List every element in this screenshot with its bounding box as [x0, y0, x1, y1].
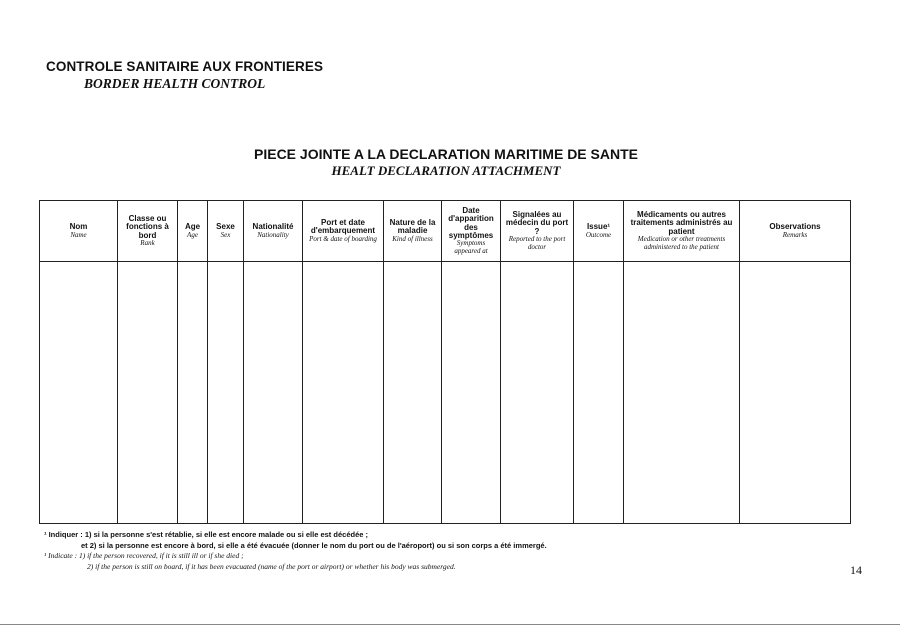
col-header-reported: [501, 201, 574, 262]
table-cell[interactable]: [624, 262, 740, 524]
table-cell[interactable]: [740, 262, 851, 524]
footnote-fr-line1: ¹ Indiquer : 1) si la personne s'est rétablie, si elle est encore malade ou si elle est décédée ;: [44, 530, 368, 539]
table-header-row: [40, 201, 851, 262]
col-label-fr: Date d'apparition des symptômes: [448, 205, 494, 241]
col-label-fr: Age: [184, 222, 201, 232]
table-row: [40, 262, 851, 524]
col-label-fr: Observations: [769, 222, 821, 232]
header-title-fr: CONTROLE SANITAIRE AUX FRONTIERES: [46, 59, 324, 74]
col-header-port-boarding: [303, 201, 384, 262]
col-label-fr: Médicaments ou autres traitements administrés au patient: [630, 210, 733, 236]
col-header-outcome: [574, 201, 624, 262]
col-header-age: [178, 201, 208, 262]
col-label-fr: Issue¹: [586, 222, 611, 232]
col-label-fr: Sexe: [216, 222, 235, 232]
table-cell[interactable]: [178, 262, 208, 524]
col-label-en: Outcome: [585, 230, 612, 239]
col-label-en: Nationality: [257, 230, 289, 239]
col-header-symptoms-date: [442, 201, 501, 262]
table-cell[interactable]: [442, 262, 501, 524]
table-cell[interactable]: [40, 262, 118, 524]
col-label-en: Kind of illness: [392, 234, 433, 243]
col-header-nationality: [244, 201, 303, 262]
col-label-en: Sex: [220, 230, 231, 239]
attachment-table: [39, 200, 851, 524]
col-header-sex: [208, 201, 244, 262]
col-label-fr: Port et date d'embarquement: [310, 217, 376, 236]
table-cell[interactable]: [574, 262, 624, 524]
col-label-fr: Nom: [69, 222, 88, 232]
col-label-fr: Nature de la maladie: [389, 217, 436, 236]
footnote-fr-line2: et 2) si la personne est encore à bord, si elle a été évacuée (donner le nom du port ou de l'aéroport) ou si son corps a été immergé.: [81, 540, 547, 550]
footnote-en-line1: ¹ Indicate : 1) if the person recovered, if it is still ill or if she died ;: [44, 551, 244, 560]
footnote-en-line2: 2) if the person is still on board, if it has been evacuated (name of the port or airport) or whether his body was submerged.: [87, 561, 456, 571]
document-title-en-text: HEALT DECLARATION ATTACHMENT: [331, 163, 561, 178]
col-label-fr: Signalées au médecin du port ?: [505, 210, 569, 236]
table-cell[interactable]: [118, 262, 178, 524]
table-cell[interactable]: [384, 262, 442, 524]
col-label-en: Medication or other treatments administered to the patient: [637, 235, 726, 251]
col-header-illness: [384, 201, 442, 262]
col-label-en: Rank: [140, 238, 155, 247]
col-header-rank: [118, 201, 178, 262]
table-cell[interactable]: [244, 262, 303, 524]
footnotes: [44, 530, 547, 572]
table-cell[interactable]: [501, 262, 574, 524]
bottom-divider: [0, 624, 900, 625]
header-title-en: BORDER HEALTH CONTROL: [84, 76, 266, 91]
document-title-en: [0, 163, 900, 179]
col-label-fr: Nationalité: [252, 222, 294, 232]
col-label-en: Reported to the port doctor: [508, 235, 566, 251]
col-label-en: Age: [187, 230, 198, 239]
table-cell[interactable]: [208, 262, 244, 524]
col-label-en: Symptoms appeared at: [454, 239, 488, 255]
table-cell[interactable]: [303, 262, 384, 524]
col-label-en: Name: [70, 230, 87, 239]
col-label-fr: Classe ou fonctions à bord: [126, 213, 169, 240]
col-label-en: Port & date of boarding: [309, 234, 377, 243]
col-header-medication: [624, 201, 740, 262]
page-number: 14: [850, 563, 862, 577]
document-title-fr: [0, 146, 900, 162]
col-header-observations: [740, 201, 851, 262]
col-label-en: Remarks: [782, 230, 808, 239]
col-header-name: [40, 201, 118, 262]
document-title-fr-text: PIECE JOINTE A LA DECLARATION MARITIME DE SANTE: [254, 146, 638, 162]
